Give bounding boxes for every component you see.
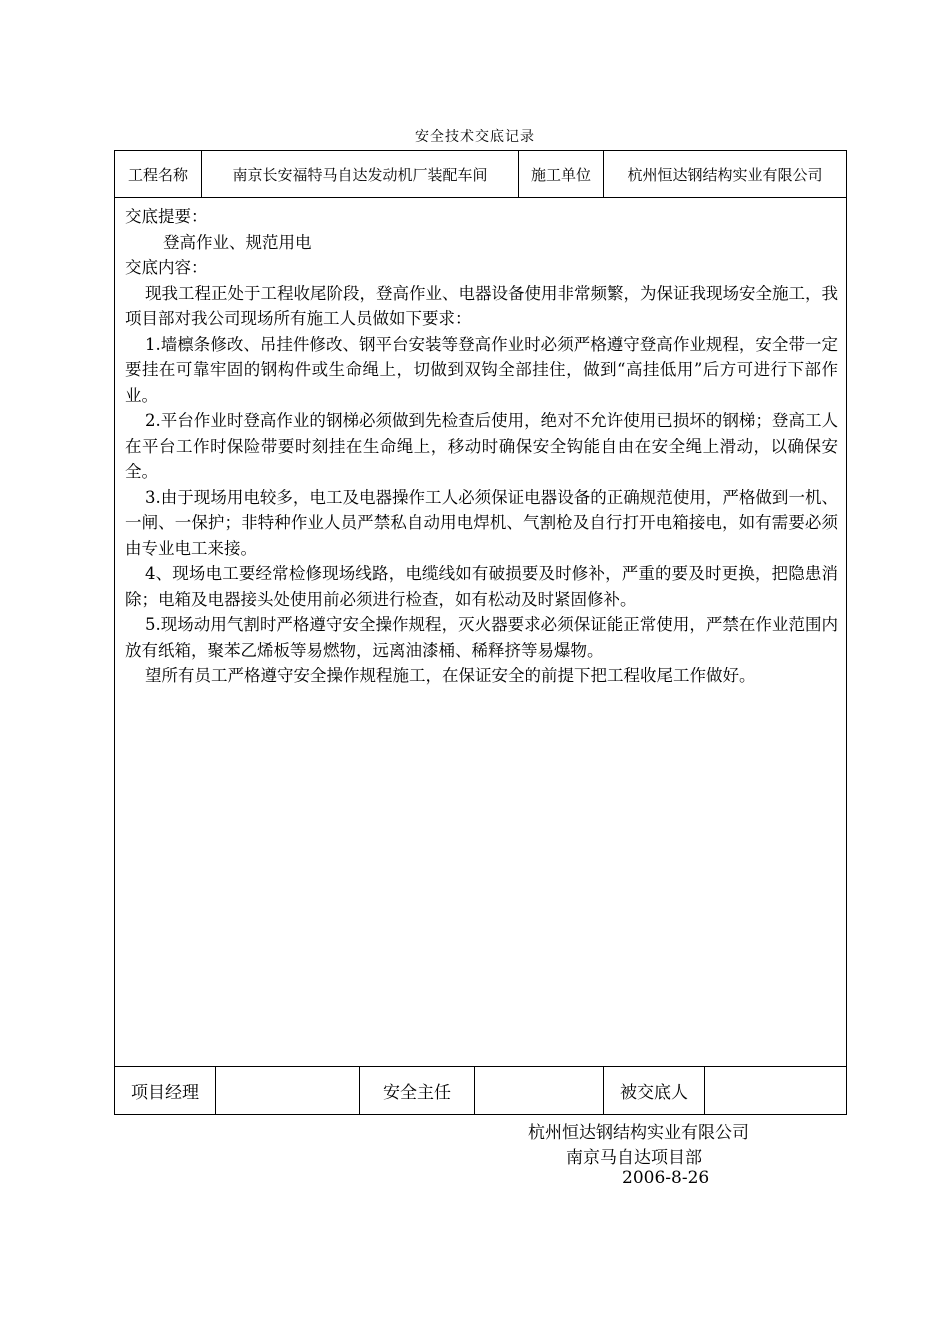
recipient-signature-field[interactable] bbox=[705, 1067, 846, 1114]
contractor-label: 施工单位 bbox=[530, 165, 591, 184]
signature-department: 南京马自达项目部 bbox=[566, 1148, 702, 1168]
project-name-label: 工程名称 bbox=[127, 165, 188, 184]
content-paragraph: 2.平台作业时登高作业的钢梯必须做到先检查后使用，绝对不允许使用已损坏的钢梯；登高工人在平台工作时保险带要时刻挂在生命绳上，移动时确保安全钩能自由在安全绳上滑动，以确保安全。 bbox=[125, 411, 838, 481]
record-table bbox=[114, 150, 847, 1115]
summary-value: 登高作业、规范用电 bbox=[163, 232, 312, 252]
signature-company: 杭州恒达钢结构实业有限公司 bbox=[528, 1123, 749, 1143]
content-label: 交底内容： bbox=[125, 258, 208, 277]
content-paragraph: 望所有员工严格遵守安全操作规程施工，在保证安全的前提下把工程收尾工作做好。 bbox=[145, 666, 756, 685]
footer-row bbox=[115, 1066, 846, 1114]
summary-label: 交底提要： bbox=[125, 207, 208, 226]
contractor-value: 杭州恒达钢结构实业有限公司 bbox=[627, 165, 823, 184]
content-paragraph: 现我工程正处于工程收尾阶段，登高作业、电器设备使用非常频繁，为保证我现场安全施工，我项目部对我公司现场所有施工人员做如下要求： bbox=[125, 283, 838, 328]
signature-date: 2006-8-26 bbox=[622, 1168, 710, 1188]
safety-officer-signature-field[interactable] bbox=[475, 1067, 603, 1114]
header-row bbox=[115, 151, 846, 198]
content-paragraph: 5.现场动用气割时严格遵守安全操作规程，灭火器要求必须保证能正常使用，严禁在作业范围内放有纸箱，聚苯乙烯板等易燃物，远离油漆桶、稀释挤等易爆物。 bbox=[125, 615, 838, 660]
project-manager-label: 项目经理 bbox=[131, 1083, 199, 1103]
content-paragraph: 1.墙檩条修改、吊挂件修改、钢平台安装等登高作业时必须严格遵守登高作业规程，安全带一定要挂在可靠牢固的钢构件或生命绳上，切做到双钩全部挂住，做到“高挂低用”后方可进行下部作业。 bbox=[125, 334, 838, 405]
safety-officer-label: 安全主任 bbox=[383, 1083, 451, 1103]
content-paragraph: 4、现场电工要经常检修现场线路，电缆线如有破损要及时修补，严重的要及时更换，把隐患消除；电箱及电器接头处使用前必须进行检查，如有松动及时紧固修补。 bbox=[125, 564, 838, 609]
document-title: 安全技术交底记录 bbox=[415, 129, 535, 145]
project-manager-signature-field[interactable] bbox=[216, 1067, 359, 1114]
content-area bbox=[115, 198, 846, 1068]
content-paragraph: 3.由于现场用电较多，电工及电器操作工人必须保证电器设备的正确规范使用，严格做到一机、一闸、一保护；非特种作业人员严禁私自动用电焊机、气割枪及自行打开电箱接电，如有需要必须由专业电工来接。 bbox=[125, 487, 838, 558]
project-name-value: 南京长安福特马自达发动机厂装配车间 bbox=[232, 165, 488, 184]
recipient-label: 被交底人 bbox=[620, 1083, 688, 1103]
